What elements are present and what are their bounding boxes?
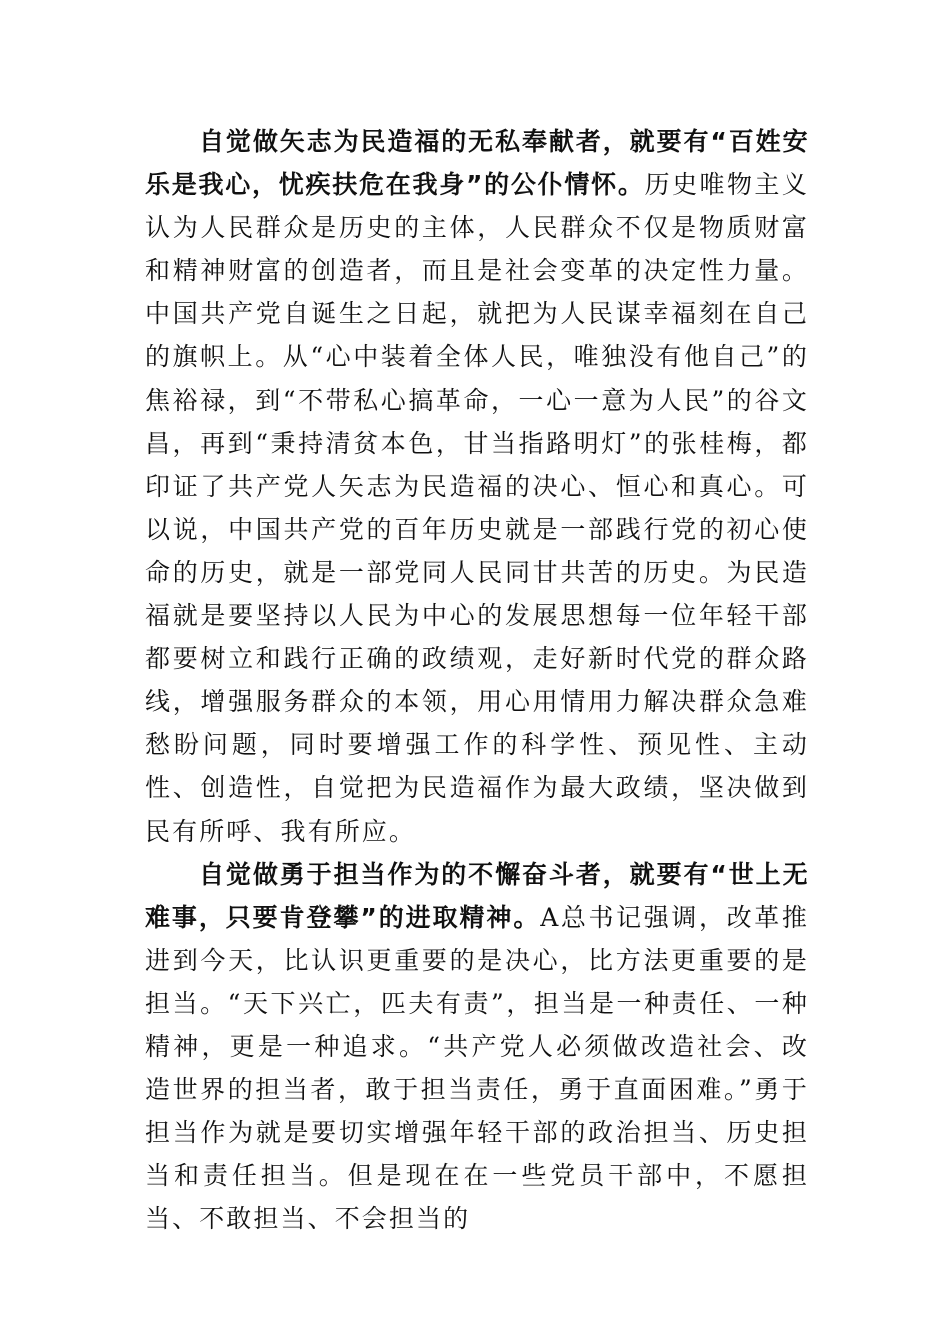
paragraph-2 (145, 853, 809, 1241)
paragraph-2-body: A总书记强调，改革推进到今天，比认识更重要的是决心，比方法更重要的是担当。“天下兴亡，匹夫有责”，担当是一种责任、一种精神，更是一种追求。“共产党人必须做改造社会、改造世界的担当者，敢于担当责任，勇于直面困难。”勇于担当作为就是要切实增强年轻干部的政治担当、历史担当和责任担当。但是现在在一些党员干部中，不愿担当、不敢担当、不会担当的 (145, 902, 809, 1234)
paragraph-1-lead: 自觉做矢志为民造福的无私奉献者，就要有“百姓安乐是我心，忧疾扶危在我身”的公仆情怀。 (145, 127, 809, 200)
paragraph-1 (145, 120, 809, 853)
document-page (145, 120, 809, 1240)
paragraph-2-lead: 自觉做勇于担当作为的不懈奋斗者，就要有“世上无难事，只要肯登攀”的进取精神。 (145, 859, 809, 932)
paragraph-1-body: 历史唯物主义认为人民群众是历史的主体，人民群众不仅是物质财富和精神财富的创造者，而且是社会变革的决定性力量。中国共产党自诞生之日起，就把为人民谋幸福刻在自己的旗帜上。从“心中装着全体人民，唯独没有他自己”的焦裕禄，到“不带私心搞革命，一心一意为人民”的谷文昌，再到“秉持清贫本色，甘当指路明灯”的张桂梅，都印证了共产党人矢志为民造福的决心、恒心和真心。可以说，中国共产党的百年历史就是一部践行党的初心使命的历史，就是一部党同人民同甘共苦的历史。为民造福就是要坚持以人民为中心的发展思想每一位年轻干部都要树立和践行正确的政绩观，走好新时代党的群众路线，增强服务群众的本领，用心用情用力解决群众急难愁盼问题，同时要增强工作的科学性、预见性、主动性、创造性，自觉把为民造福作为最大政绩，坚决做到民有所呼、我有所应。 (145, 170, 809, 846)
